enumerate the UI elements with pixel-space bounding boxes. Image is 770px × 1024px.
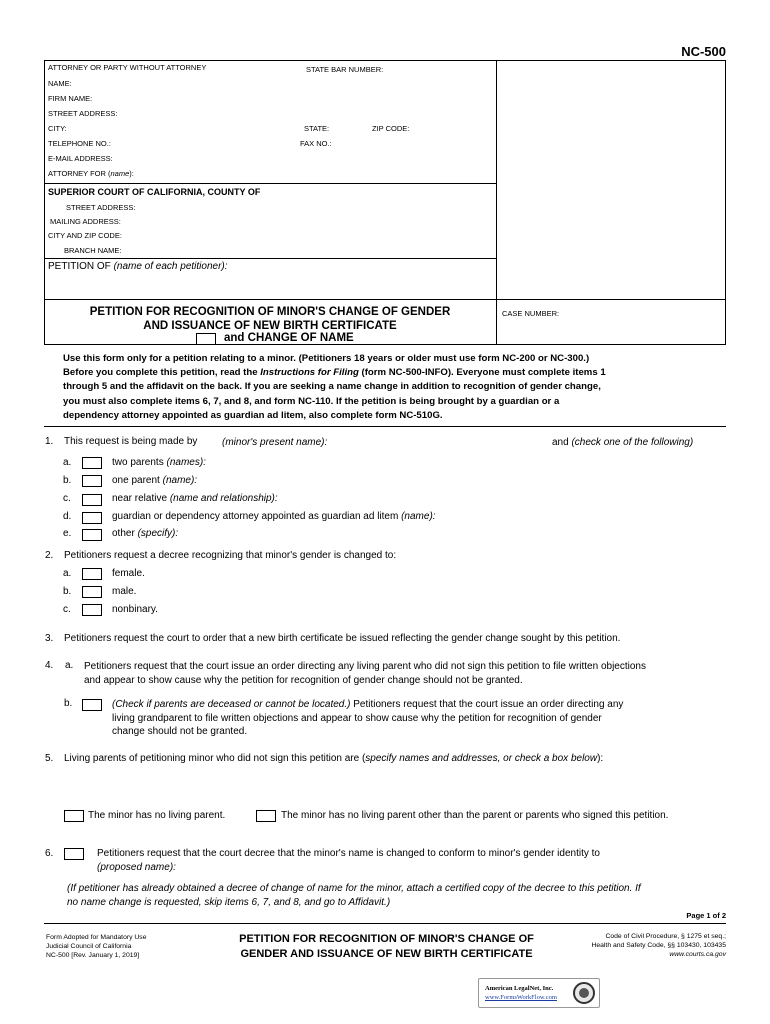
item1-option-c-checkbox[interactable] — [82, 494, 102, 506]
footer-left: Form Adopted for Mandatory Use Judicial Council of California NC-500 [Rev. January 1, 2019] — [46, 934, 147, 959]
caption-bottom-border — [44, 344, 726, 345]
legalnet-logo — [478, 978, 600, 1008]
item1-option-b-letter: b. — [63, 475, 72, 486]
caption-right-border — [725, 60, 726, 344]
item4-number: 4. — [45, 660, 54, 671]
legalnet-url[interactable]: www.FormsWorkFlow.com — [485, 994, 557, 1001]
item1-option-b-checkbox[interactable] — [82, 475, 102, 487]
footer-title: PETITION FOR RECOGNITION OF MINOR'S CHANGE OF GENDER AND ISSUANCE OF NEW BIRTH CERTIFICATE — [239, 933, 534, 960]
item5-no-living-parent-checkbox[interactable] — [64, 810, 84, 822]
item1-option-c-letter: c. — [63, 493, 71, 504]
caption-left-border — [44, 60, 45, 344]
caption-rule-court — [44, 183, 497, 184]
item2-option-a-letter: a. — [63, 568, 72, 579]
item2-option-c-letter: c. — [63, 604, 71, 615]
item1-option-a-letter: a. — [63, 457, 72, 468]
item2-text: Petitioners request a decree recognizing that minor's gender is changed to: — [64, 550, 397, 561]
attorney-label: ATTORNEY OR PARTY WITHOUT ATTORNEY — [48, 63, 207, 72]
legalnet-name: American LegalNet, Inc. — [485, 985, 554, 992]
caption-rule-title — [44, 299, 726, 300]
item1-option-a: two parents (names): — [112, 457, 206, 468]
item6-number: 6. — [45, 848, 54, 859]
item2-option-c-checkbox[interactable] — [82, 604, 102, 616]
petition-of: PETITION OF (name of each petitioner): — [48, 261, 228, 272]
state-label: STATE: — [304, 124, 330, 133]
item6-checkbox[interactable] — [64, 848, 84, 860]
telephone-label: TELEPHONE NO.: — [48, 139, 111, 148]
item1-option-c: near relative (name and relationship): — [112, 493, 278, 504]
item2-option-c: nonbinary. — [112, 604, 158, 615]
court-title: SUPERIOR COURT OF CALIFORNIA, COUNTY OF — [48, 187, 261, 197]
item2-option-b-checkbox[interactable] — [82, 586, 102, 598]
caption-rule-petition — [44, 258, 497, 259]
title-line-3: and CHANGE OF NAME — [224, 332, 354, 344]
court-branch-name: BRANCH NAME: — [64, 246, 122, 255]
attorney-for-label: ATTORNEY FOR (name): — [48, 169, 134, 178]
instructions-rule — [44, 426, 726, 427]
item1-option-b: one parent (name): — [112, 475, 198, 486]
instructions: Use this form only for a petition relating to a minor. (Petitioners 18 years or older must use form NC-200 or NC-300.) Before you complete this petition, read the Instructions for Filing (form NC-500-INFO). Everyone must complete items 1 through 5 and the affidavit on the back. If you are seeking a name change in addition to recognition of gender change, you must also complete items 6, 7, and 8, and form NC-110. If the petition is being brought by a guardian or a dependency attorney appointed as guardian ad litem, also complete form NC-510G. — [63, 353, 606, 421]
item1-option-e-checkbox[interactable] — [82, 529, 102, 541]
caption-top-border — [44, 60, 726, 61]
court-city-zip: CITY AND ZIP CODE: — [48, 231, 122, 240]
eagle-seal-icon — [573, 982, 595, 1004]
page-number: Page 1 of 2 — [686, 911, 726, 920]
court-street-address: STREET ADDRESS: — [66, 203, 136, 212]
case-number-label: CASE NUMBER: — [502, 309, 560, 318]
title-line-1: PETITION FOR RECOGNITION OF MINOR'S CHANGE OF GENDER — [89, 306, 451, 318]
item4-b-text: (Check if parents are deceased or cannot be located.) Petitioners request that the court issue an order directing any living grandparent to file written objections and appear to show cause why the petition for recognition of gender change should not be granted. — [112, 699, 624, 737]
item1-option-d: guardian or dependency attorney appointed as guardian ad litem (name): — [112, 511, 436, 522]
item1-number: 1. — [45, 436, 54, 447]
item1-option-a-checkbox[interactable] — [82, 457, 102, 469]
item6-note: (If petitioner has already obtained a decree of change of name for the minor, attach a certified copy of the decree to this petition. If no name change is requested, skip items 6, 7, and 8, and go to Affidavit.) — [67, 883, 641, 908]
state-bar-label: STATE BAR NUMBER: — [306, 65, 384, 74]
city-label: CITY: — [48, 124, 67, 133]
title-line-2: AND ISSUANCE OF NEW BIRTH CERTIFICATE — [143, 320, 397, 332]
item5-option-2: The minor has no living parent other than the parent or parents who signed this petition. — [281, 810, 669, 821]
item2-number: 2. — [45, 550, 54, 561]
change-of-name-checkbox[interactable] — [196, 333, 216, 345]
item1-hint: (minor's present name): — [222, 437, 328, 448]
item1-option-d-checkbox[interactable] — [82, 512, 102, 524]
caption-divider — [496, 60, 497, 344]
item3-number: 3. — [45, 633, 54, 644]
firm-name-label: FIRM NAME: — [48, 94, 93, 103]
zip-label: ZIP CODE: — [372, 124, 410, 133]
form-number: NC-500 — [681, 44, 726, 59]
item6-text: Petitioners request that the court decree that the minor's name is changed to conform to minor's gender identity to (proposed name): — [97, 848, 600, 873]
item1-option-e-letter: e. — [63, 528, 72, 539]
item4-a-letter: a. — [65, 660, 74, 671]
item2-option-b-letter: b. — [63, 586, 72, 597]
item1-text: This request is being made by — [64, 436, 198, 447]
document-title — [44, 305, 496, 333]
item4-b-checkbox[interactable] — [82, 699, 102, 711]
item5-no-other-parent-checkbox[interactable] — [256, 810, 276, 822]
item5-option-1: The minor has no living parent. — [88, 810, 226, 821]
item4-b-letter: b. — [64, 698, 73, 709]
item1-option-e: other (specify): — [112, 528, 179, 539]
item2-option-a-checkbox[interactable] — [82, 568, 102, 580]
item2-option-b: male. — [112, 586, 137, 597]
name-label: NAME: — [48, 79, 72, 88]
item1-right: and (check one of the following) — [552, 437, 694, 448]
item5-text: Living parents of petitioning minor who did not sign this petition are (specify names and addresses, or check a box below): — [64, 753, 604, 764]
court-mailing-address: MAILING ADDRESS: — [50, 217, 121, 226]
item2-option-a: female. — [112, 568, 145, 579]
email-label: E-MAIL ADDRESS: — [48, 154, 113, 163]
item5-number: 5. — [45, 753, 54, 764]
footer-right: Code of Civil Procedure, § 1275 et seq.; Health and Safety Code, §§ 103430, 103435 www.courts.ca.gov — [591, 933, 726, 958]
footer-rule — [44, 923, 726, 924]
street-address-label: STREET ADDRESS: — [48, 109, 118, 118]
item3-text: Petitioners request the court to order that a new birth certificate be issued reflecting the gender change sought by this petition. — [64, 633, 621, 644]
item4-a-text: Petitioners request that the court issue an order directing any living parent who did not sign this petition to file written objections and appear to show cause why the petition for recognition of gender change should not be granted. — [84, 661, 646, 686]
fax-label: FAX NO.: — [300, 139, 332, 148]
item1-option-d-letter: d. — [63, 511, 72, 522]
